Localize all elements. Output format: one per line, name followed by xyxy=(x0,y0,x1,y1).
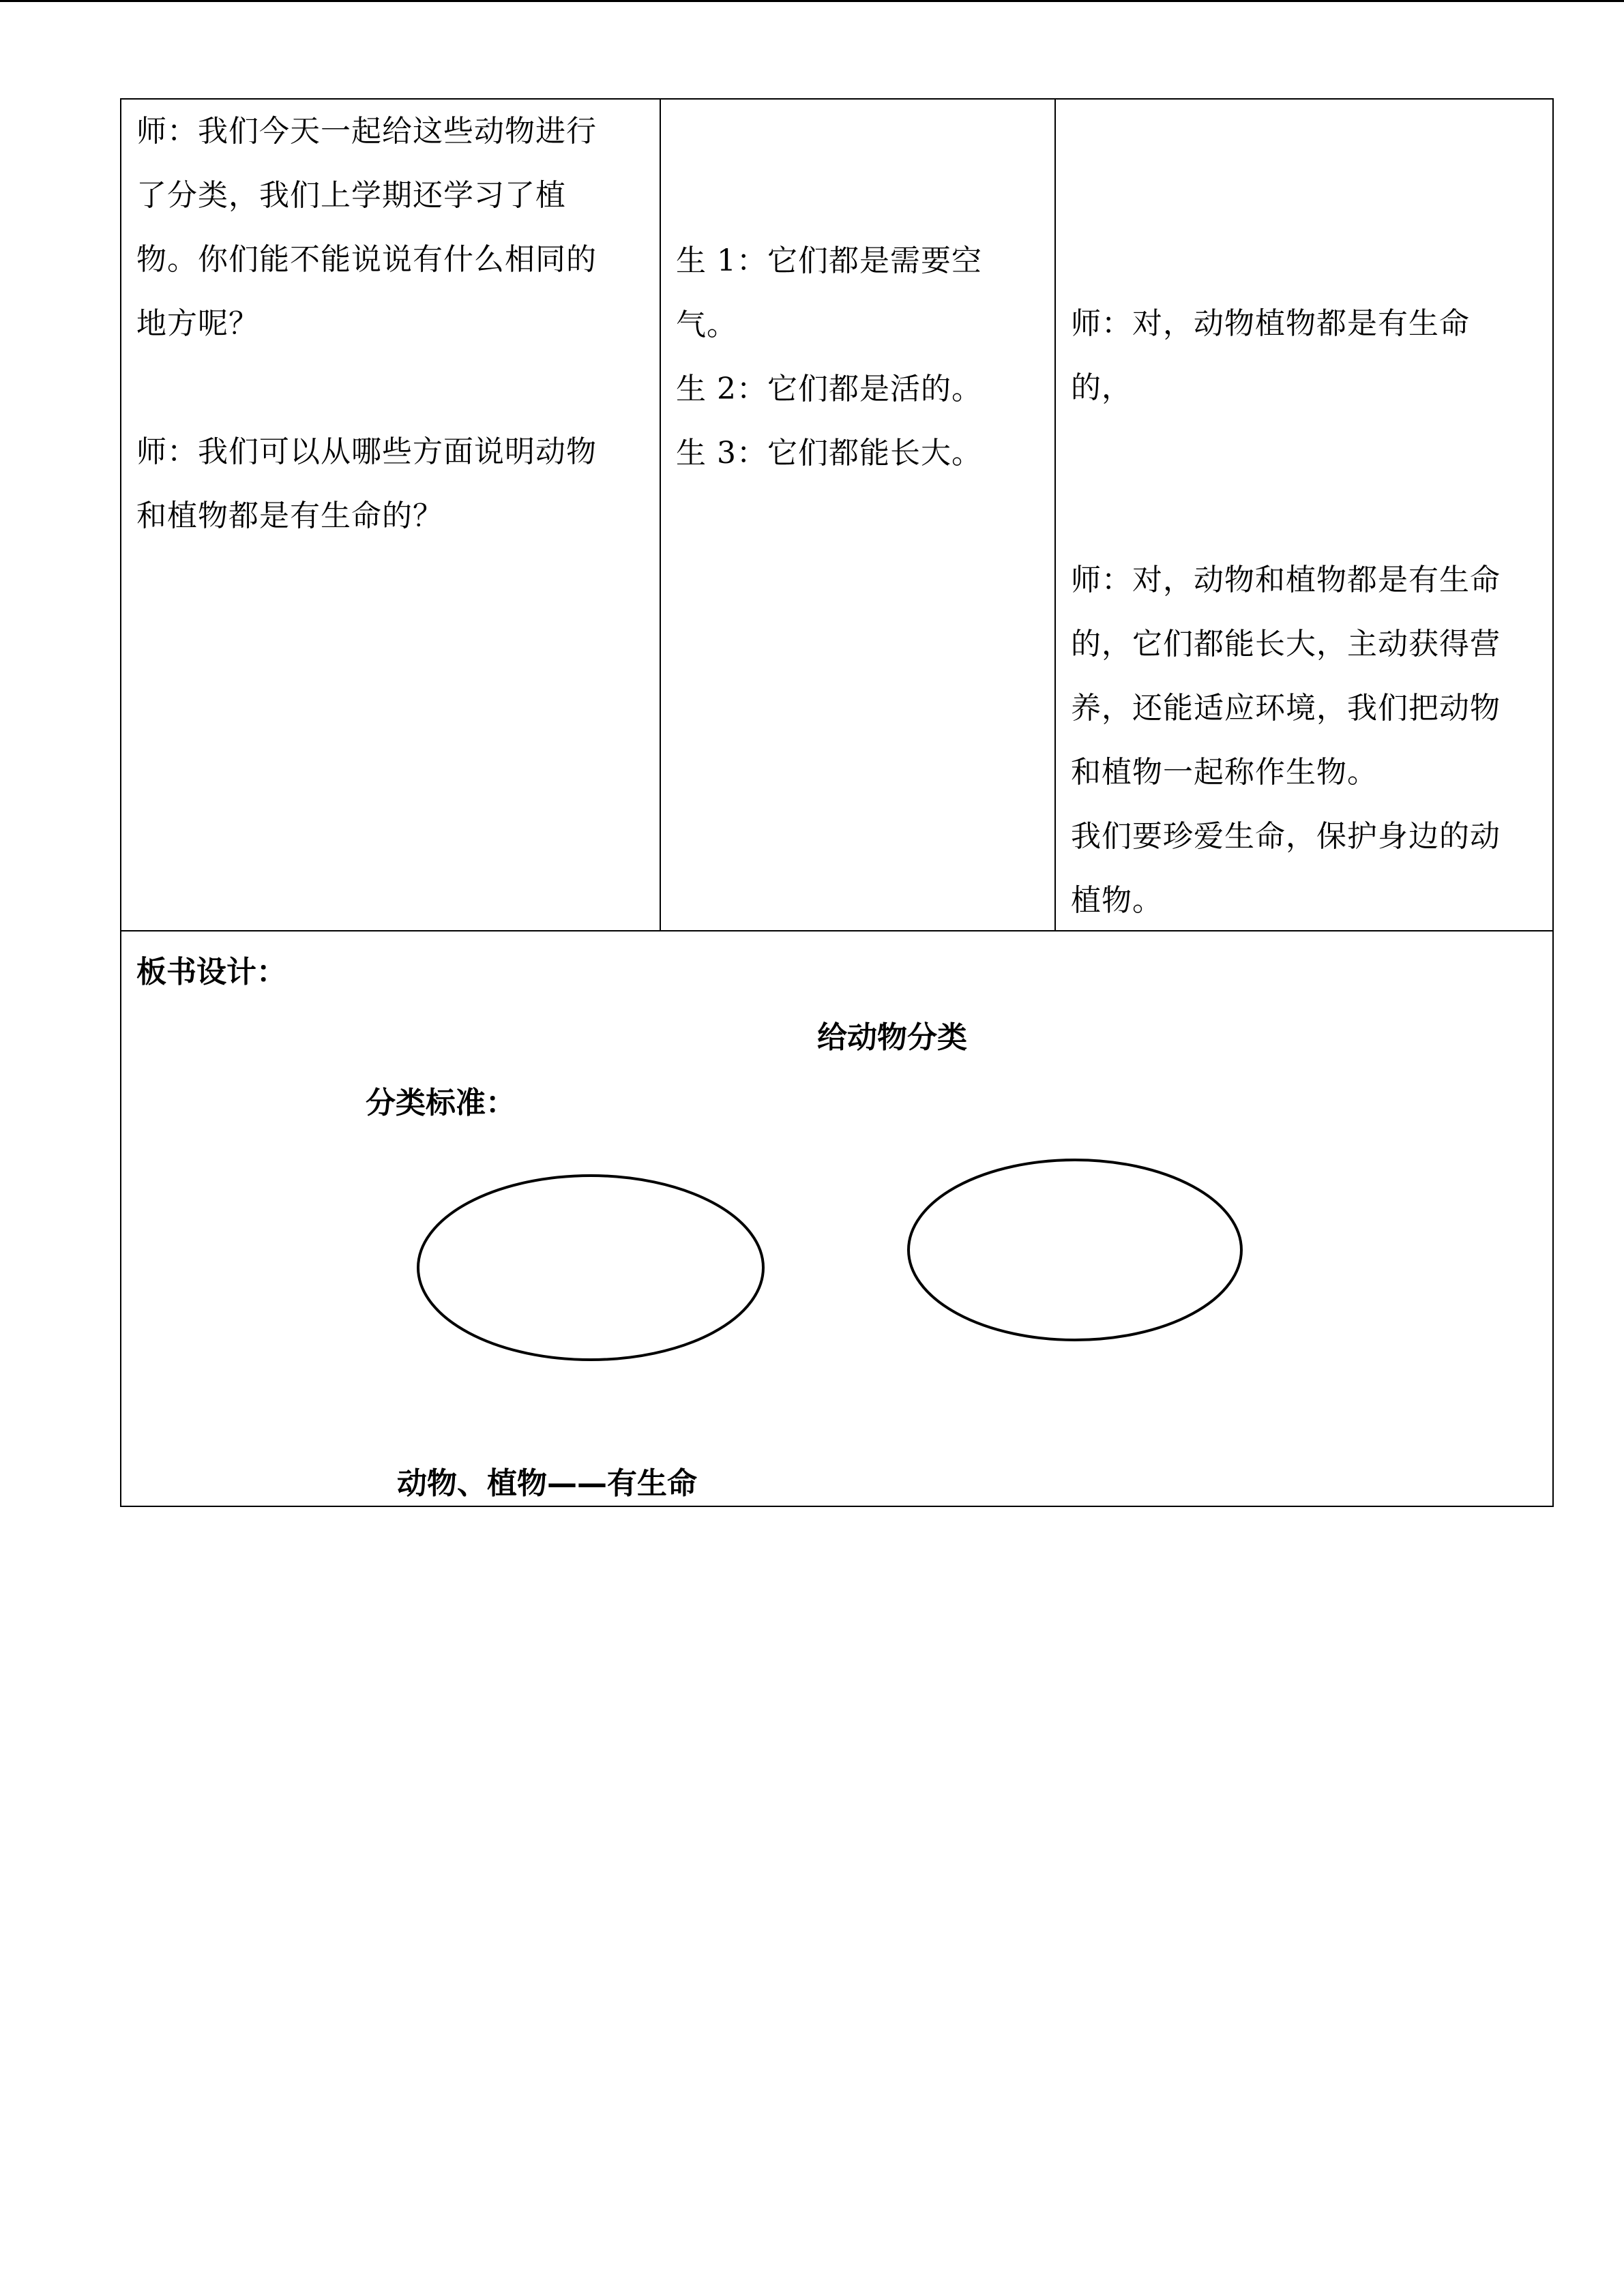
board-design-row xyxy=(121,931,1553,1506)
teaching-process-row xyxy=(121,99,1553,931)
lesson-plan-table xyxy=(120,98,1554,1507)
teacher-response-1: 师：对，动物植物都是有生命 的， xyxy=(1071,306,1470,405)
page-top-border xyxy=(0,0,1624,2)
left-category-ellipse xyxy=(418,1176,763,1360)
board-design-cell xyxy=(121,931,1553,1506)
student-activity-cell xyxy=(660,99,1055,931)
student-answers: 生 1：它们都是需要空 气。 生 2：它们都是活的。 生 3：它们都能长大。 xyxy=(676,243,982,471)
teacher-activity-cell xyxy=(121,99,660,931)
board-title: 给动物分类 xyxy=(817,1020,967,1055)
teacher-question-1: 师：我们今天一起给这些动物进行 了分类，我们上学期还学习了植 物。你们能不能说说有什么相同的 地方呢？ xyxy=(136,114,597,341)
board-conclusion: 动物、植物——有生命 xyxy=(397,1466,697,1501)
teacher-question-2: 师：我们可以从哪些方面说明动物 和植物都是有生命的？ xyxy=(136,434,597,533)
board-design-heading: 板书设计： xyxy=(136,955,286,989)
teacher-summary: 师：对，动物和植物都是有生命 的，它们都能长大，主动获得营 养，还能适应环境，我们把动物 和植物一起称作生物。 我们要珍爱生命，保护身边的动 植物。 xyxy=(1071,563,1501,918)
board-diagram xyxy=(121,931,1551,1506)
classification-criteria-label: 分类标准： xyxy=(366,1086,516,1120)
right-category-ellipse xyxy=(909,1160,1241,1340)
design-intent-cell xyxy=(1055,99,1553,931)
